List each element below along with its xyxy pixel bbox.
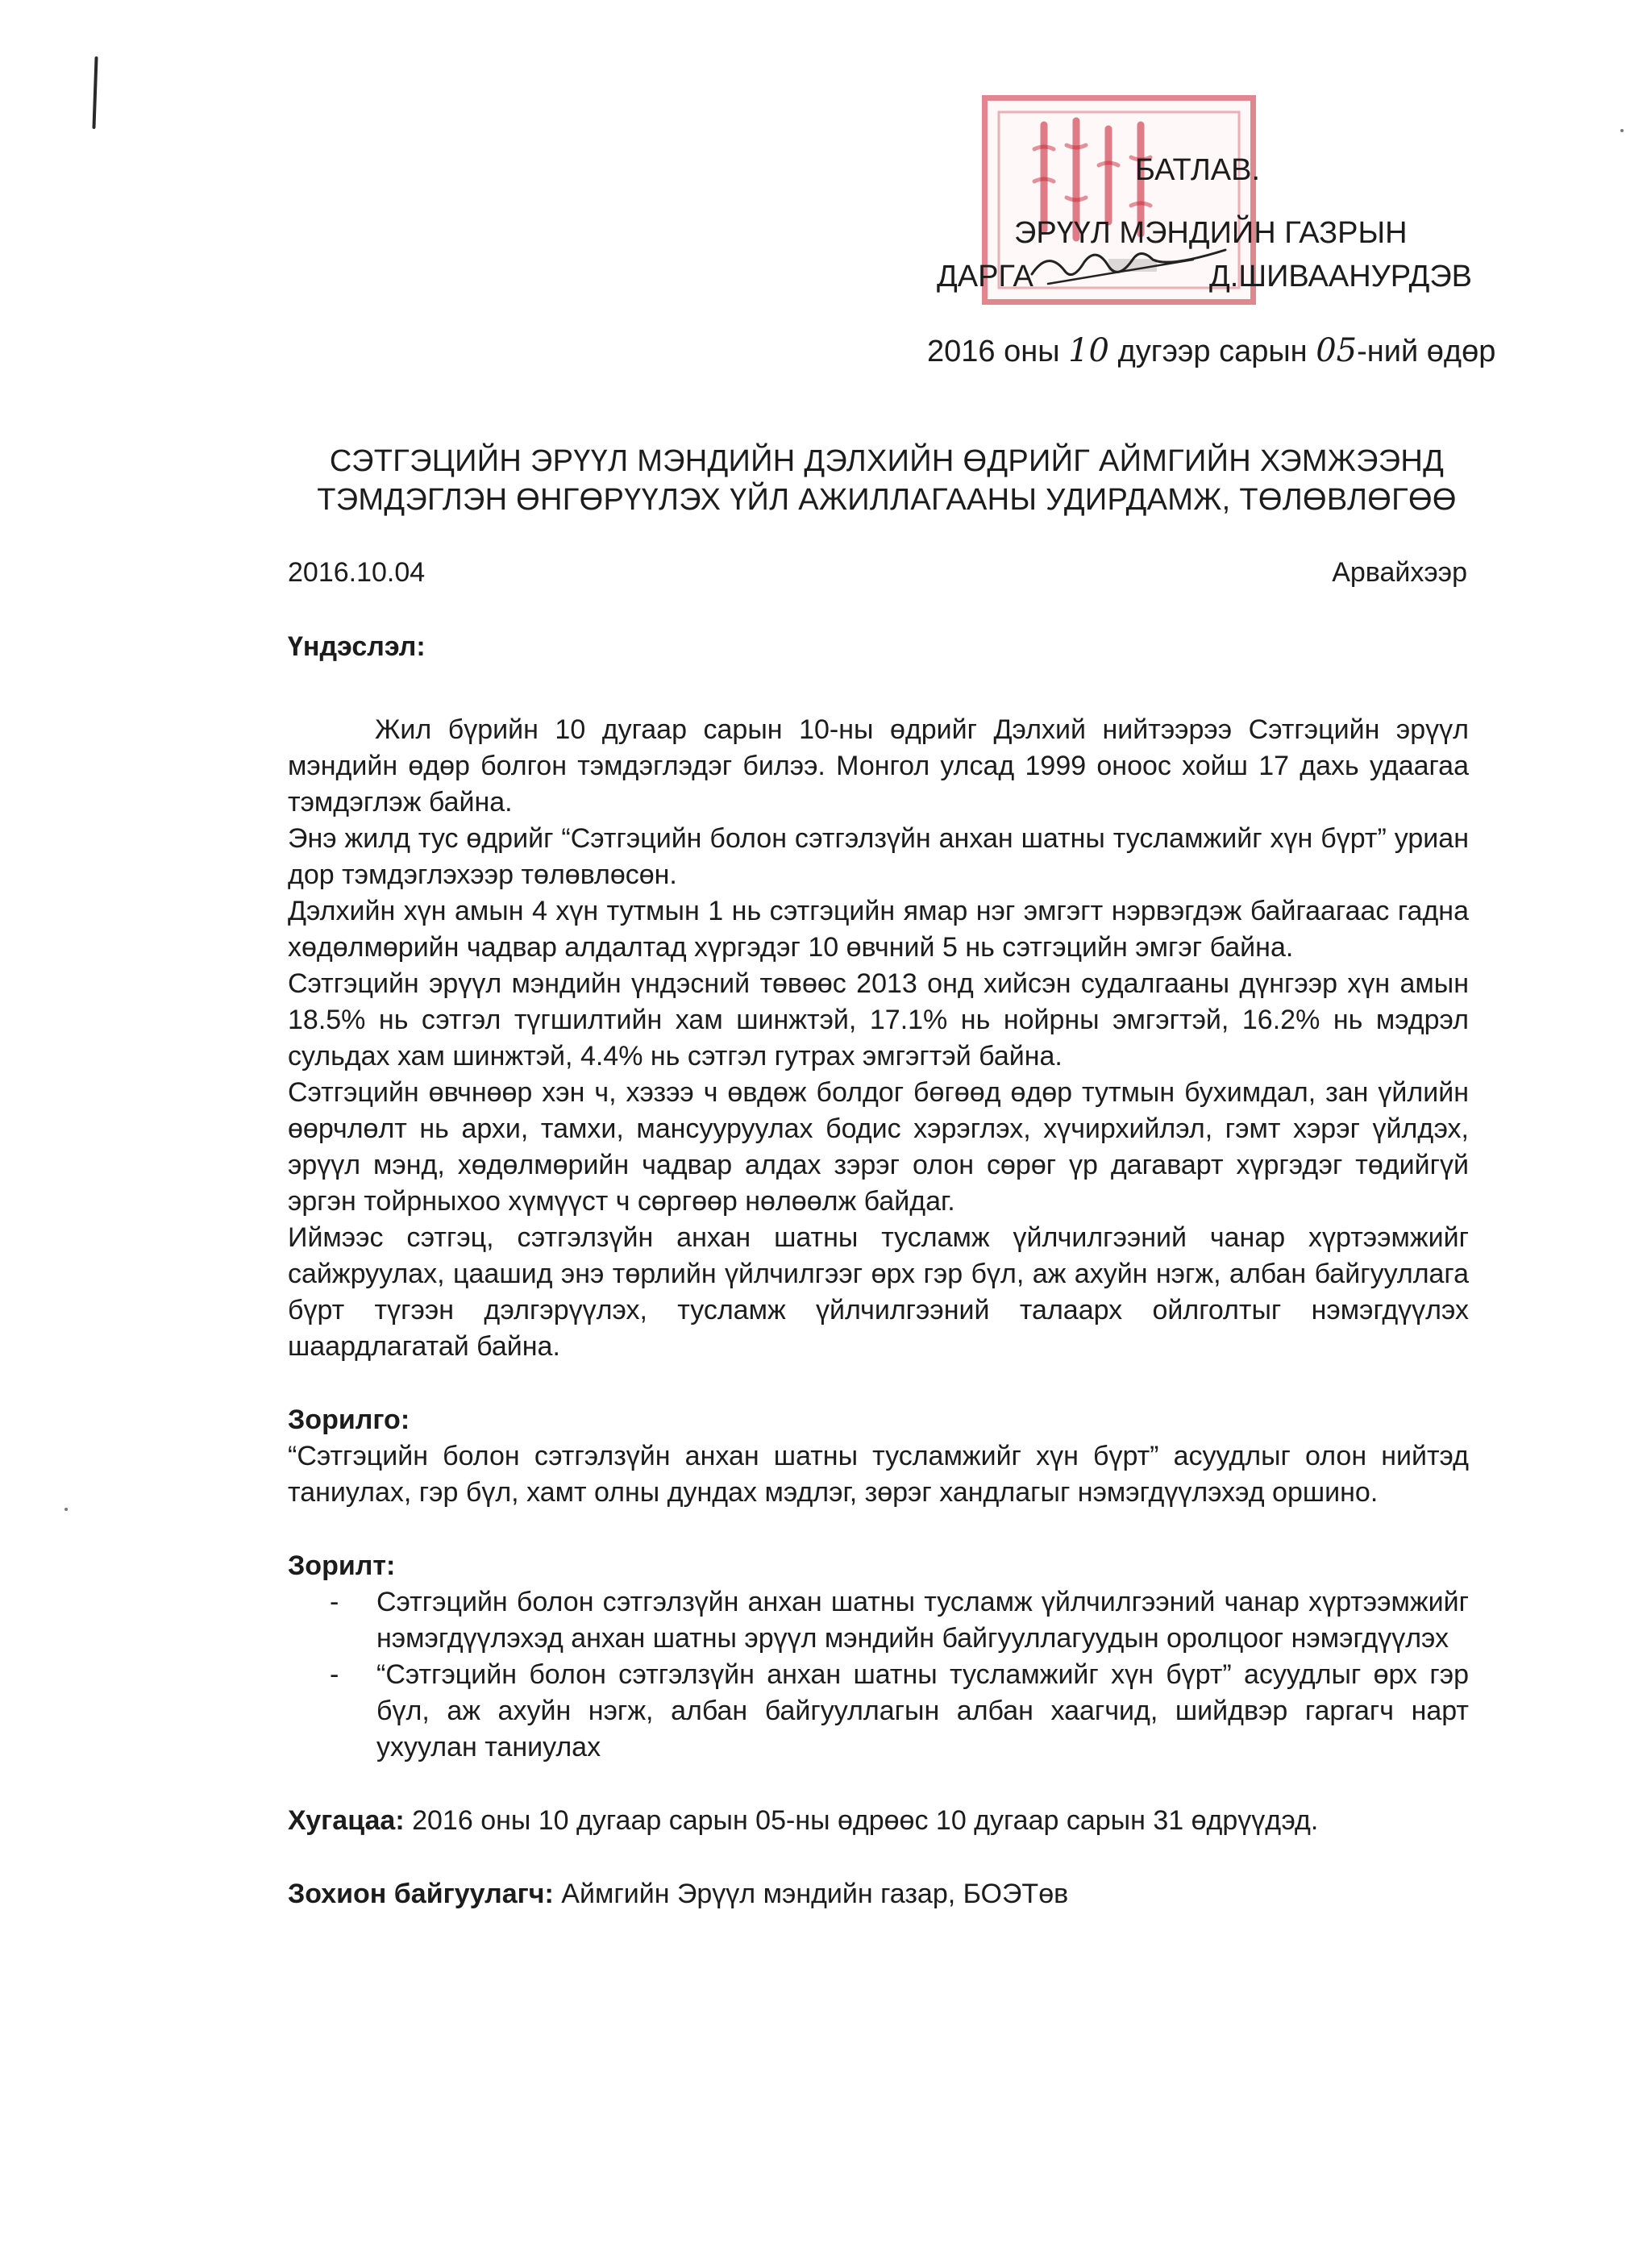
scan-speck xyxy=(1620,129,1624,132)
basis-paragraph-1: Жил бүрийн 10 дугаар сарын 10-ны өдрийг Дэлхий нийтээрээ Сэтгэцийн эрүүл мэндийн өдөр болгон тэмдэглэдэг билээ. Монгол улсад 1999 оноос хойш 17 дахь удаагаа тэмдэглэж байна. xyxy=(288,714,1469,818)
goal-text: “Сэтгэцийн болон сэтгэлзүйн анхан шатны тусламжийг хүн бүрт” асуудлыг олон нийтэд таниулах, гэр бүл, хамт олны дундах мэдлэг, зөрэг хандлагыг нэмэгдүүлэхэд оршино. xyxy=(288,1441,1469,1508)
list-item xyxy=(288,1584,1469,1657)
objective-text: “Сэтгэцийн болон сэтгэлзүйн анхан шатны тусламжийг хүн бүрт” асуудлыг өрх гэр бүл, аж ахуйн нэгж, албан байгууллагын албан хаагчид, шийдвэр гаргагч нарт ухуулан таниулах xyxy=(376,1659,1469,1762)
document-title xyxy=(242,442,1532,519)
margin-pen-mark xyxy=(92,56,98,129)
approval-date-month-suffix: дугээр сарын xyxy=(1117,335,1308,368)
objectives-list xyxy=(288,1584,1469,1766)
document-date: 2016.10.04 xyxy=(288,557,426,588)
document-title-line-1: СЭТГЭЦИЙН ЭРҮҮЛ МЭНДИЙН ДЭЛХИЙН ӨДРИЙГ АЙМГИЙН ХЭМЖЭЭНД xyxy=(329,444,1445,478)
duration-label: Хугацаа: xyxy=(288,1805,405,1836)
basis-paragraph-4: Сэтгэцийн эрүүл мэндийн үндэсний төвөөс 2013 онд хийсэн судалгааны дүнгээр хүн амын 18.5% нь сэтгэл түгшилтийн хам шинжтэй, 17.1% нь нойрны эмгэгтэй, 16.2% нь мэдрэл сульдах хам шинжтэй, 4.4% нь сэтгэл гутрах эмгэгтэй байна. xyxy=(288,968,1469,1072)
goal-heading: Зорилго: xyxy=(288,1404,410,1435)
document-title-line-2: ТЭМДЭГЛЭН ӨНГӨРҮҮЛЭХ ҮЙЛ АЖИЛЛАГААНЫ УДИРДАМЖ, ТӨЛӨВЛӨГӨӨ xyxy=(317,483,1457,517)
document-place: Арвайхээр xyxy=(1332,557,1467,588)
approval-block xyxy=(927,145,1496,379)
approval-date-day-suffix: -ний өдөр xyxy=(1357,335,1496,368)
objectives-heading: Зорилт: xyxy=(288,1550,396,1581)
basis-paragraph-6: Иймээс сэтгэц, сэтгэлзүйн анхан шатны тусламж үйлчилгээний чанар хүртээмжийг сайжруулах, цаашид энэ төрлийн үйлчилгээг өрх гэр бүл, аж ахуйн нэгж, албан байгууллага бүрт түгээн дэлгэрүүлэх, тусламж үйлчилгээний талаарх ойлголтыг нэмэгдүүлэх шаардлагатай байна. xyxy=(288,1222,1469,1362)
approver-department: ЭРҮҮЛ МЭНДИЙН ГАЗРЫН xyxy=(1014,216,1408,250)
approval-date-year: 2016 xyxy=(927,335,996,368)
approval-date-year-suffix: оны xyxy=(1004,335,1060,368)
approver-role: ДАРГА xyxy=(937,260,1033,293)
organizer-label: Зохион байгуулагч: xyxy=(288,1879,554,1909)
basis-paragraph-2: Энэ жилд тус өдрийг “Сэтгэцийн болон сэтгэлзүйн анхан шатны тусламжийг хүн бүрт” уриан дор тэмдэглэхээр төлөвлөсөн. xyxy=(288,823,1469,890)
scan-speck xyxy=(64,1508,68,1511)
approval-date-month: 10 xyxy=(1068,332,1110,369)
handwritten-signature xyxy=(1024,242,1233,290)
objective-text: Сэтгэцийн болон сэтгэлзүйн анхан шатны тусламж үйлчилгээний чанар хүртээмжийг нэмэгдүүлэхэд анхан шатны эрүүл мэндийн байгууллагуудын оролцоог нэмэгдүүлэх xyxy=(376,1587,1469,1654)
basis-paragraph-3: Дэлхийн хүн амын 4 хүн тутмын 1 нь сэтгэцийн ямар нэг эмгэгт нэрвэгдэж байгаагаас гадна хөдөлмөрийн чадвар алдалтад хүргэдэг 10 өвчний 5 нь сэтгэцийн эмгэг байна. xyxy=(288,896,1469,963)
organizer-text: Аймгийн Эрүүл мэндийн газар, БОЭТөв xyxy=(553,1879,1069,1909)
basis-heading: Үндэслэл: xyxy=(288,631,426,662)
basis-paragraph-5: Сэтгэцийн өвчнөөр хэн ч, хэзээ ч өвдөж болдог бөгөөд өдөр тутмын бухимдал, зан үйлийн өөрчлөлт нь архи, тамхи, мансууруулах бодис хэрэглэх, хүчирхийлэл, гэмт хэрэг үйлдэх, эрүүл мэнд, хөдөлмөрийн чадвар алдах зэрэг олон сөрөг үр дагаварт хүргэдэг төдийгүй эргэн тойрныхоо хүмүүст ч сөргөөр нөлөөлж байдаг. xyxy=(288,1077,1469,1217)
duration-text: 2016 оны 10 дугаар сарын 05-ны өдрөөс 10 дугаар сарын 31 өдрүүдэд. xyxy=(404,1805,1319,1836)
document-body xyxy=(288,629,1469,1912)
duration-line xyxy=(288,1803,1469,1839)
organizer-line xyxy=(288,1876,1469,1912)
approval-date xyxy=(927,332,1495,369)
list-dash: - xyxy=(330,1587,339,1617)
approval-date-day: 05 xyxy=(1316,332,1358,369)
list-dash: - xyxy=(330,1659,339,1690)
approve-word: БАТЛАВ. xyxy=(1135,153,1261,187)
list-item xyxy=(288,1657,1469,1766)
approver-name: Д.ШИВААНУРДЭВ xyxy=(1209,260,1472,293)
